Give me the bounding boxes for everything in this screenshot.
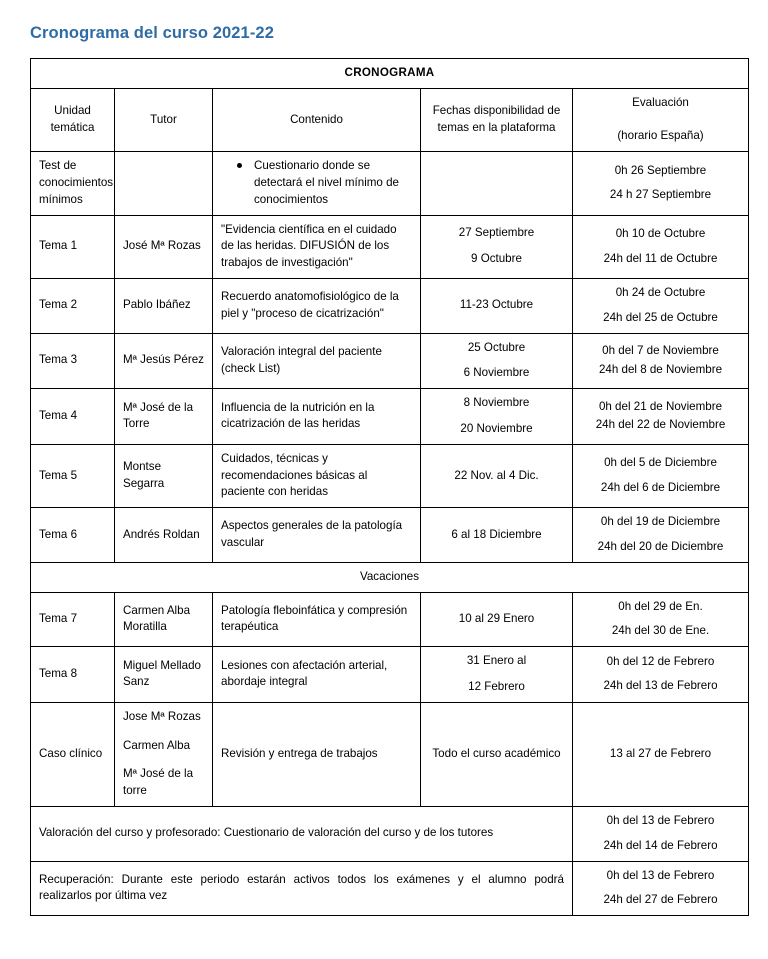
eval-line: 24h del 25 de Octubre bbox=[603, 310, 718, 324]
cell-evaluacion bbox=[573, 861, 749, 916]
eval-line: 24h del 22 de Noviembre bbox=[595, 418, 726, 432]
eval-line: 0h del 19 de Diciembre bbox=[600, 515, 721, 529]
cell-tutor bbox=[115, 702, 213, 806]
fecha-line: 20 Noviembre bbox=[460, 421, 533, 435]
tutor-line: Jose Mª Rozas bbox=[123, 709, 201, 723]
cell-fechas bbox=[421, 647, 573, 703]
tutor-line: Carmen Alba bbox=[123, 738, 191, 752]
cell-tutor: Andrés Roldan bbox=[115, 508, 213, 563]
cell-tutor bbox=[115, 152, 213, 215]
table-row bbox=[31, 592, 749, 647]
fecha-line: 12 Febrero bbox=[468, 679, 525, 693]
page-title: Cronograma del curso 2021-22 bbox=[30, 24, 274, 42]
cell-fechas: 22 Nov. al 4 Dic. bbox=[421, 444, 573, 507]
fecha-line: 27 Septiembre bbox=[458, 226, 535, 240]
cell-contenido: Cuidados, técnicas y recomendaciones básicas al paciente con heridas bbox=[213, 444, 421, 507]
cell-unidad: Tema 1 bbox=[31, 215, 115, 278]
eval-line: 0h del 7 de Noviembre bbox=[602, 344, 719, 358]
cell-tutor: Carmen Alba Moratilla bbox=[115, 592, 213, 647]
cell-unidad: Tema 6 bbox=[31, 508, 115, 563]
eval-line: 0h del 5 de Diciembre bbox=[604, 456, 717, 470]
eval-line: 24h del 14 de Febrero bbox=[603, 838, 718, 852]
header-contenido: Contenido bbox=[213, 88, 421, 151]
cell-evaluacion bbox=[573, 806, 749, 861]
table-row bbox=[31, 333, 749, 389]
cell-unidad: Tema 2 bbox=[31, 278, 115, 333]
cell-unidad: Tema 8 bbox=[31, 647, 115, 703]
table-row-footer bbox=[31, 806, 749, 861]
cell-unidad: Tema 5 bbox=[31, 444, 115, 507]
fecha-line: 25 Octubre bbox=[467, 340, 526, 354]
table-banner: CRONOGRAMA bbox=[31, 59, 749, 89]
eval-line: 24h del 30 de Ene. bbox=[611, 624, 710, 638]
cell-contenido: Patología fleboinfática y compresión terapéutica bbox=[213, 592, 421, 647]
cell-contenido: Influencia de la nutrición en la cicatrización de las heridas bbox=[213, 389, 421, 445]
table-row bbox=[31, 508, 749, 563]
table-row bbox=[31, 152, 749, 215]
eval-line: 0h del 13 de Febrero bbox=[606, 868, 715, 882]
header-tutor: Tutor bbox=[115, 88, 213, 151]
cell-evaluacion bbox=[573, 508, 749, 563]
cell-fechas bbox=[421, 389, 573, 445]
tutor-line: Mª José de la torre bbox=[123, 767, 194, 798]
cell-unidad: Caso clínico bbox=[31, 702, 115, 806]
cell-contenido: Lesiones con afectación arterial, abordaje integral bbox=[213, 647, 421, 703]
cell-fechas bbox=[421, 215, 573, 278]
eval-line: 0h del 12 de Febrero bbox=[606, 654, 715, 668]
eval-line: 24h del 20 de Diciembre bbox=[597, 539, 724, 553]
cell-fechas bbox=[421, 333, 573, 389]
cell-contenido: "Evidencia científica en el cuidado de las heridas. DIFUSIÓN de los trabajos de investigación" bbox=[213, 215, 421, 278]
cell-evaluacion bbox=[573, 152, 749, 215]
cell-unidad: Tema 7 bbox=[31, 592, 115, 647]
eval-line: 24h del 27 de Febrero bbox=[603, 893, 718, 907]
cell-fechas bbox=[421, 152, 573, 215]
cell-contenido bbox=[213, 152, 421, 215]
header-unidad: Unidad temática bbox=[31, 88, 115, 151]
cell-tutor: Mª José de la Torre bbox=[115, 389, 213, 445]
header-evaluacion-line1: Evaluación bbox=[632, 95, 689, 109]
eval-line: 0h del 13 de Febrero bbox=[606, 813, 715, 827]
cell-tutor: Mª Jesús Pérez bbox=[115, 333, 213, 389]
eval-line: 24h del 6 de Diciembre bbox=[600, 480, 721, 494]
cell-evaluacion bbox=[573, 278, 749, 333]
cell-contenido: Recuerdo anatomofisiológico de la piel y "proceso de cicatrización" bbox=[213, 278, 421, 333]
bullet-icon bbox=[237, 163, 242, 168]
cell-contenido-text: Cuestionario donde se detectará el nivel mínimo de conocimientos bbox=[254, 159, 399, 206]
cell-unidad: Tema 4 bbox=[31, 389, 115, 445]
cell-tutor: José Mª Rozas bbox=[115, 215, 213, 278]
eval-line: 0h 26 Septiembre bbox=[614, 163, 707, 177]
header-evaluacion bbox=[573, 88, 749, 151]
fecha-line: 9 Octubre bbox=[471, 252, 522, 266]
cell-footer-text: Recuperación: Durante este periodo estarán activos todos los exámenes y el alumno podrá realizarlos por última vez bbox=[31, 861, 573, 916]
cell-tutor: Pablo Ibáñez bbox=[115, 278, 213, 333]
eval-line: 24h del 8 de Noviembre bbox=[598, 362, 723, 376]
eval-line: 0h 24 de Octubre bbox=[615, 285, 706, 299]
cell-contenido: Aspectos generales de la patología vascular bbox=[213, 508, 421, 563]
cell-unidad: Test de conocimientos mínimos bbox=[31, 152, 115, 215]
header-fechas: Fechas disponibilidad de temas en la plataforma bbox=[421, 88, 573, 151]
eval-line: 0h 10 de Octubre bbox=[615, 226, 706, 240]
cell-contenido: Revisión y entrega de trabajos bbox=[213, 702, 421, 806]
cell-fechas: 10 al 29 Enero bbox=[421, 592, 573, 647]
table-row bbox=[31, 444, 749, 507]
table-row bbox=[31, 647, 749, 703]
table-row bbox=[31, 389, 749, 445]
cell-evaluacion bbox=[573, 389, 749, 445]
eval-line: 0h del 29 de En. bbox=[618, 599, 703, 613]
table-row bbox=[31, 215, 749, 278]
cell-evaluacion bbox=[573, 592, 749, 647]
cell-contenido: Valoración integral del paciente (check List) bbox=[213, 333, 421, 389]
cell-evaluacion bbox=[573, 444, 749, 507]
cronograma-table bbox=[30, 58, 749, 916]
cell-fechas: 6 al 18 Diciembre bbox=[421, 508, 573, 563]
cell-tutor: Miguel Mellado Sanz bbox=[115, 647, 213, 703]
fecha-line: 31 Enero al bbox=[466, 654, 527, 668]
eval-line: 24h del 13 de Febrero bbox=[603, 679, 718, 693]
cell-evaluacion: 13 al 27 de Febrero bbox=[573, 702, 749, 806]
vacaciones-label: Vacaciones bbox=[31, 562, 749, 592]
table-row-footer bbox=[31, 861, 749, 916]
header-evaluacion-line2: (horario España) bbox=[617, 129, 704, 143]
eval-line: 24 h 27 Septiembre bbox=[609, 188, 712, 202]
fecha-line: 6 Noviembre bbox=[463, 366, 530, 380]
vacaciones-row bbox=[31, 562, 749, 592]
eval-line: 24h del 11 de Octubre bbox=[603, 251, 718, 265]
table-row-caso-clinico bbox=[31, 702, 749, 806]
cell-fechas: Todo el curso académico bbox=[421, 702, 573, 806]
cell-footer-text: Valoración del curso y profesorado: Cuestionario de valoración del curso y de los tutores bbox=[31, 806, 573, 861]
fecha-line: 8 Noviembre bbox=[463, 396, 530, 410]
cell-fechas: 11-23 Octubre bbox=[421, 278, 573, 333]
cell-unidad: Tema 3 bbox=[31, 333, 115, 389]
cell-evaluacion bbox=[573, 647, 749, 703]
table-row bbox=[31, 278, 749, 333]
table-banner-row bbox=[31, 59, 749, 89]
eval-line: 0h del 21 de Noviembre bbox=[598, 399, 723, 413]
cell-evaluacion bbox=[573, 333, 749, 389]
table-header-row bbox=[31, 88, 749, 151]
cell-evaluacion bbox=[573, 215, 749, 278]
cell-tutor: Montse Segarra bbox=[115, 444, 213, 507]
